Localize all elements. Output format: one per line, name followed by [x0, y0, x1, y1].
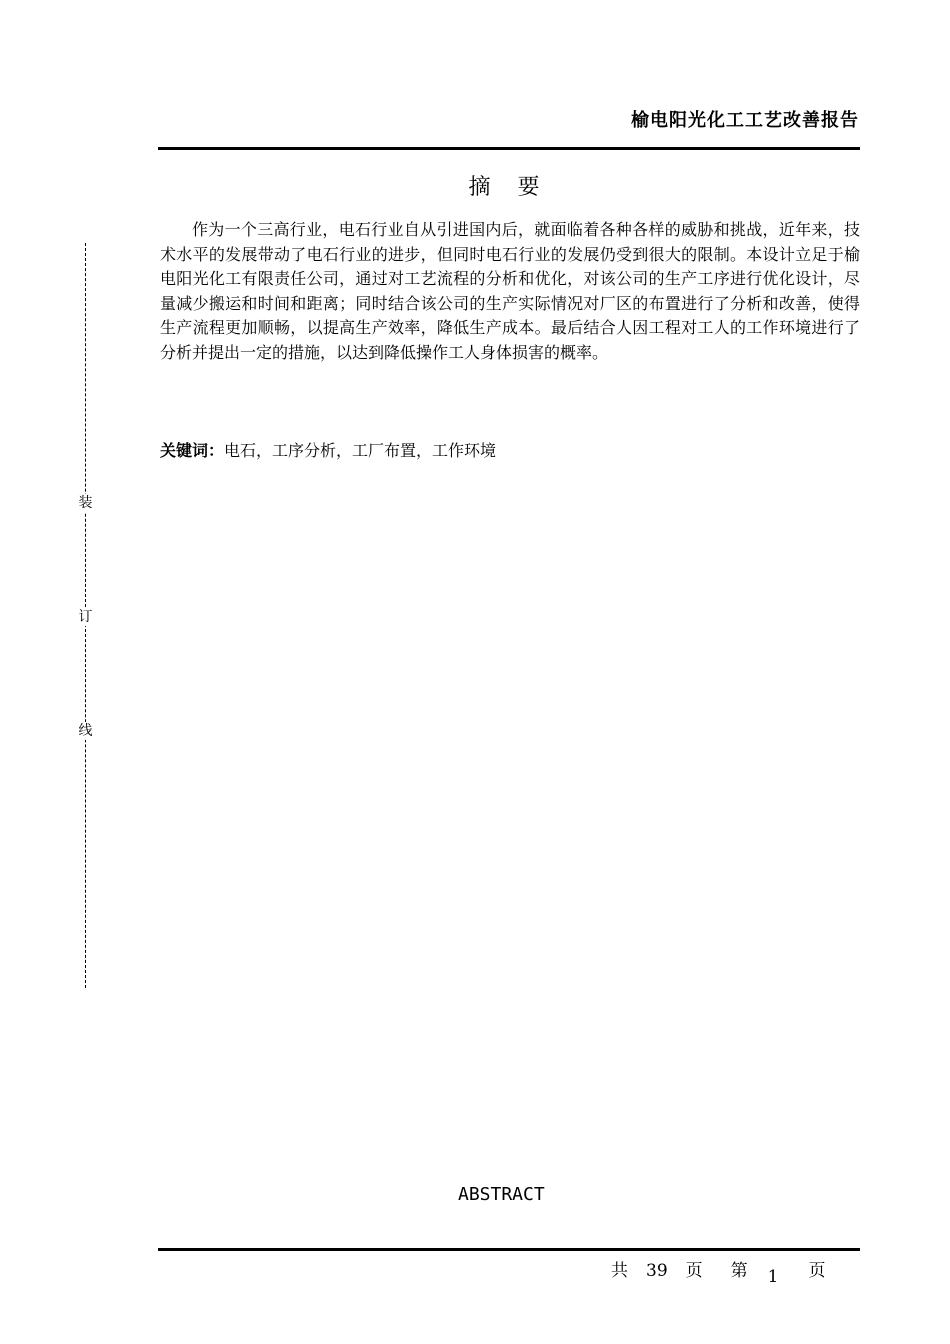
- footer-total-suffix: 页: [685, 1261, 703, 1281]
- binding-char-zhuang: 装: [78, 495, 93, 511]
- header-rule: [158, 147, 860, 150]
- footer-total-pages: 39: [646, 1261, 668, 1281]
- binding-char-xian: 线: [78, 723, 93, 739]
- keywords-label: 关键词：: [160, 441, 225, 460]
- abstract-body: 作为一个三高行业，电石行业自从引进国内后，就面临着各种各样的威胁和挑战，近年来，技术水平的发展带动了电石行业的进步，但同时电石行业的发展仍受到很大的限制。本设计立足于榆电阳光化工有限责任公司，通过对工艺流程的分析和优化，对该公司的生产工序进行优化设计，尽量减少搬运和时间和距离；同时结合该公司的生产实际情况对厂区的布置进行了分析和改善，使得生产流程更加顺畅，以提高生产效率，降低生产成本。最后结合人因工程对工人的工作环境进行了分析并提出一定的措施，以达到降低操作工人身体损害的概率。: [160, 220, 860, 362]
- keywords-value: 电石，工序分析，工厂布置，工作环境: [224, 441, 497, 460]
- footer-current-page: 1: [767, 1267, 779, 1287]
- binding-char-ding: 订: [78, 609, 93, 625]
- header-title: 榆电阳光化工工艺改善报告: [631, 110, 859, 131]
- keywords-line: [160, 439, 496, 463]
- footer-current-suffix: 页: [808, 1261, 826, 1281]
- footer-rule: [158, 1248, 860, 1251]
- footer-total-prefix: 共: [611, 1261, 628, 1281]
- footer-current-prefix: 第: [730, 1261, 748, 1281]
- page-footer: [611, 1256, 826, 1287]
- abstract-en-heading: ABSTRACT: [458, 1184, 545, 1205]
- abstract-heading: 摘 要: [468, 175, 550, 200]
